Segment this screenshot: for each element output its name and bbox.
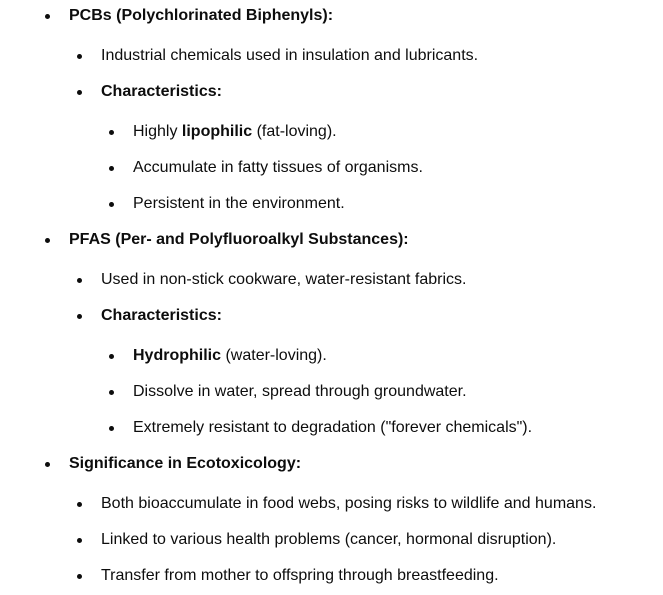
significance-heading: Significance in Ecotoxicology:: [69, 455, 302, 472]
bullet-icon: [109, 390, 114, 395]
pcbs-trait-1: Highly lipophilic (fat-loving).: [133, 123, 337, 140]
pfas-trait-1: Hydrophilic (water-loving).: [133, 347, 327, 364]
bullet-icon: [45, 238, 50, 243]
pfas-use: Used in non-stick cookware, water-resistant fabrics.: [101, 271, 467, 288]
significance-point-2: Linked to various health problems (cancer, hormonal disruption).: [101, 531, 557, 548]
bullet-icon: [77, 502, 82, 507]
bullet-icon: [77, 278, 82, 283]
pfas-heading: PFAS (Per- and Polyfluoroalkyl Substances):: [69, 231, 409, 248]
bullet-icon: [109, 354, 114, 359]
bullet-icon: [109, 426, 114, 431]
pcbs-characteristics-label: Characteristics:: [101, 83, 222, 100]
pfas-trait-3: Extremely resistant to degradation ("forever chemicals").: [133, 419, 533, 436]
bullet-icon: [109, 202, 114, 207]
significance-point-3: Transfer from mother to offspring through breastfeeding.: [101, 567, 499, 584]
pfas-characteristics-label: Characteristics:: [101, 307, 222, 324]
bullet-icon: [77, 90, 82, 95]
bullet-icon: [109, 166, 114, 171]
bullet-icon: [77, 314, 82, 319]
bullet-icon: [45, 462, 50, 467]
pcbs-trait-3: Persistent in the environment.: [133, 195, 345, 212]
bullet-icon: [77, 54, 82, 59]
pcbs-heading: PCBs (Polychlorinated Biphenyls):: [69, 7, 334, 24]
bullet-icon: [77, 538, 82, 543]
significance-point-1: Both bioaccumulate in food webs, posing risks to wildlife and humans.: [101, 495, 597, 512]
pcbs-use: Industrial chemicals used in insulation and lubricants.: [101, 47, 479, 64]
pfas-trait-2: Dissolve in water, spread through groundwater.: [133, 383, 467, 400]
pcbs-trait-2: Accumulate in fatty tissues of organisms.: [133, 159, 423, 176]
bullet-icon: [45, 14, 50, 19]
bullet-icon: [109, 130, 114, 135]
bullet-icon: [77, 574, 82, 579]
